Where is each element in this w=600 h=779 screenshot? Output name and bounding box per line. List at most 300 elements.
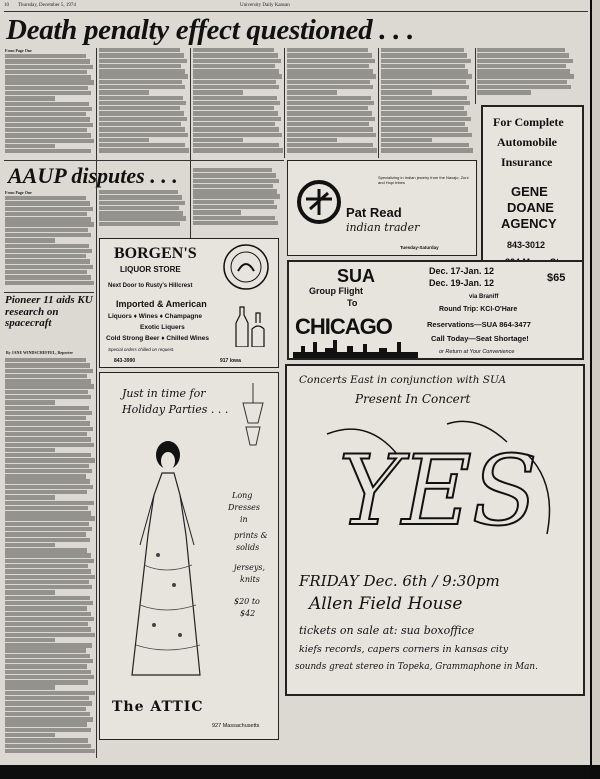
body-text-line [193, 69, 279, 73]
aaup-headline: AAUP disputes . . . [8, 163, 178, 188]
body-text-line [5, 516, 95, 520]
body-text-line [5, 196, 86, 200]
body-text-line [287, 59, 375, 63]
body-text-line [5, 722, 87, 726]
body-text-line [99, 59, 187, 63]
aaup-continuation: From Page One [5, 190, 32, 195]
sua-via: via Braniff [469, 294, 499, 300]
body-text-line [5, 538, 90, 542]
body-text-line [193, 85, 279, 89]
body-text-line [381, 133, 472, 137]
body-text-line [477, 74, 574, 78]
body-text-line [477, 64, 566, 68]
attic-item-long: Long [232, 491, 253, 500]
body-text-line [477, 53, 569, 57]
body-text-line [5, 648, 86, 652]
body-text-line [5, 664, 87, 668]
body-text-line [5, 233, 91, 237]
body-text-line [99, 190, 178, 194]
body-text-line [5, 80, 94, 84]
body-text-line [5, 738, 88, 742]
body-text-line [5, 144, 55, 148]
body-text-line [5, 65, 93, 69]
column-rule-5 [475, 48, 476, 104]
body-text-line [193, 96, 277, 100]
header-rule [4, 11, 588, 12]
body-text-line [5, 270, 87, 274]
borgens-note: Special orders chilled on request. [108, 347, 175, 352]
body-text-line [5, 59, 90, 63]
body-text-line [193, 122, 275, 126]
pat-read-hours: Tuesday-Saturday [400, 245, 439, 250]
body-text-line [5, 675, 94, 679]
borgens-name: BORGEN'S [114, 245, 197, 262]
body-text-line [5, 86, 88, 90]
body-text-line [99, 74, 188, 78]
body-text-line [381, 117, 471, 121]
body-text-line [5, 217, 91, 221]
body-text-line [99, 96, 183, 100]
death-penalty-col-6 [477, 48, 575, 100]
insurance-line-1: For Complete [493, 115, 564, 129]
body-text-line [5, 275, 91, 279]
body-text-line [5, 139, 94, 143]
body-text-line [5, 590, 55, 594]
attic-item-prints: prints & [234, 531, 268, 540]
borgens-items-2: Exotic Liquers [140, 324, 185, 331]
body-text-line [5, 643, 92, 647]
body-text-line [5, 379, 91, 383]
seal-icon [222, 243, 270, 291]
body-text-line [5, 432, 87, 436]
body-text-line [381, 101, 470, 105]
body-text-line [99, 106, 180, 110]
body-text-line [5, 622, 88, 626]
body-text-line [5, 596, 90, 600]
body-text-line [381, 143, 469, 147]
page-date: Thursday, December 5, 1974 [18, 3, 76, 8]
attic-ad [99, 372, 279, 740]
borgens-phone: 843-3990 [114, 358, 136, 364]
column-rule-4 [378, 48, 379, 158]
body-text-line [5, 238, 55, 242]
body-text-line [5, 369, 93, 373]
body-text-line [287, 106, 368, 110]
attic-item-dresses: Dresses [228, 503, 261, 512]
attic-address: 927 Massachusetts [212, 723, 260, 729]
pat-read-ad [287, 160, 477, 256]
body-text-line [5, 564, 88, 568]
body-text-line [5, 54, 86, 58]
body-text-line [99, 64, 181, 68]
borgens-liquor-ad [99, 238, 279, 368]
body-text-line [5, 474, 86, 478]
body-text-line [287, 85, 373, 89]
body-text-line [287, 74, 376, 78]
body-text-line [5, 207, 93, 211]
body-text-line [5, 427, 93, 431]
column-rule-3 [284, 48, 285, 158]
pioneer-headline: Pioneer 11 aids KU research on spacecraft [5, 294, 93, 330]
sua-call-today: Call Today—Seat Shortage! [431, 334, 529, 343]
body-text-line [5, 575, 95, 579]
insurance-name-2: DOANE [507, 200, 554, 215]
sua-title: SUA [337, 266, 376, 286]
body-text-line [99, 111, 184, 115]
body-text-line [5, 659, 93, 663]
body-text-line [99, 48, 180, 52]
yes-band-name: YES [338, 435, 538, 547]
body-text-line [99, 211, 183, 215]
body-text-line [99, 133, 188, 137]
body-text-line [381, 74, 472, 78]
body-text-line [5, 91, 91, 95]
insurance-ad [481, 105, 584, 275]
attic-heading-2: Holiday Parties . . . [122, 403, 229, 416]
body-text-line [5, 244, 89, 248]
body-text-line [99, 80, 182, 84]
body-text-line [193, 127, 279, 131]
body-text-line [5, 453, 91, 457]
yes-line-2: Present In Concert [355, 392, 471, 406]
body-text-line [99, 143, 185, 147]
body-text-line [5, 374, 87, 378]
body-text-line [99, 53, 184, 57]
sua-dates-1: Dec. 17-Jan. 12 [429, 266, 495, 276]
body-text-line [5, 437, 91, 441]
yes-outlets-2: sounds great stereo in Topeka, Grammaphone in Man. [295, 662, 538, 672]
sua-group-flight: Group Flight [309, 286, 363, 296]
body-text-line [5, 400, 55, 404]
body-text-line [287, 127, 373, 131]
body-text-line [5, 117, 90, 121]
body-text-line [381, 69, 468, 73]
body-text-line [99, 201, 185, 205]
body-text-line [5, 222, 94, 226]
body-text-line [381, 127, 468, 131]
body-text-line [193, 53, 278, 57]
pat-read-logo-icon [296, 179, 342, 225]
body-text-line [5, 749, 95, 753]
body-text-line [5, 259, 90, 263]
body-text-line [193, 90, 243, 94]
body-text-line [99, 90, 149, 94]
body-text-line [5, 654, 90, 658]
sua-price: $65 [547, 272, 566, 284]
body-text-line [5, 281, 94, 285]
body-text-line [381, 90, 432, 94]
body-text-line [99, 138, 149, 142]
yes-tickets: tickets on sale at: sua boxoffice [299, 624, 475, 637]
chandelier-icon [238, 383, 268, 453]
insurance-phone: 843-3012 [507, 240, 546, 250]
body-text-line [193, 148, 283, 152]
body-text-line [5, 612, 91, 616]
yes-logo [307, 414, 569, 564]
death-penalty-col-5 [381, 48, 473, 158]
body-text-line [5, 495, 55, 499]
paper-name: University Daily Kansan [240, 3, 290, 8]
body-text-line [5, 395, 91, 399]
body-text-line [193, 101, 280, 105]
sua-round-trip: Round Trip: KCI-O'Hare [439, 306, 518, 313]
body-text-line [477, 48, 565, 52]
body-text-line [287, 96, 371, 100]
death-penalty-col-1 [5, 48, 95, 158]
body-text-line [99, 69, 185, 73]
body-text-line [287, 69, 373, 73]
body-text-line [99, 206, 179, 210]
pat-read-tagline: Specializing in Indian jewelry from the Navajo, Zuni and Hopi tribes [378, 175, 469, 185]
body-text-line [381, 122, 465, 126]
aaup-col-1 [5, 190, 95, 290]
body-text-line [5, 265, 93, 269]
body-text-line [5, 543, 55, 547]
body-text-line [5, 384, 94, 388]
body-text-line [381, 138, 432, 142]
body-text-line [193, 74, 282, 78]
body-text-line [5, 448, 55, 452]
body-text-line [5, 411, 92, 415]
body-text-line [5, 601, 93, 605]
body-text-line [287, 90, 337, 94]
body-text-line [5, 553, 91, 557]
body-text-line [5, 363, 90, 367]
skyline-icon [293, 338, 418, 358]
body-text-line [5, 249, 92, 253]
body-text-line [381, 106, 464, 110]
column-rule-2 [190, 48, 191, 238]
body-text-line [5, 696, 89, 700]
body-text-line [99, 216, 186, 220]
bottom-border [0, 765, 590, 779]
body-text-line [5, 96, 55, 100]
body-text-line [5, 691, 95, 695]
body-text-line [5, 627, 91, 631]
body-text-line [5, 416, 86, 420]
sua-to: To [347, 298, 358, 308]
body-text-line [287, 48, 368, 52]
body-text-line [287, 133, 376, 137]
yes-outlets-1: kiefs records, capers corners in kansas city [299, 644, 509, 655]
death-penalty-col-2 [99, 48, 189, 158]
insurance-line-3: Insurance [501, 155, 553, 169]
body-text-line [193, 48, 274, 52]
page-number: 10 [4, 3, 9, 8]
body-text-line [193, 117, 281, 121]
body-text-line [5, 406, 89, 410]
body-text-line [99, 117, 187, 121]
body-text-line [5, 680, 88, 684]
body-text-line [99, 122, 181, 126]
body-text-line [5, 212, 87, 216]
body-text-line [287, 111, 372, 115]
body-text-line [5, 532, 86, 536]
body-text-line [5, 670, 91, 674]
body-text-line [5, 585, 92, 589]
body-text-line [381, 148, 473, 152]
body-text-line [5, 707, 86, 711]
body-text-line [287, 122, 369, 126]
body-text-line [5, 717, 93, 721]
sua-dates-2: Dec. 19-Jan. 12 [429, 278, 495, 288]
body-text-line [5, 569, 91, 573]
body-text-line [99, 222, 180, 226]
body-text-line [5, 479, 90, 483]
yes-date: FRIDAY Dec. 6th / 9:30pm [299, 572, 500, 590]
attic-item-solids: solids [236, 543, 260, 552]
body-text-line [5, 733, 55, 737]
death-penalty-col-4 [287, 48, 377, 158]
body-text-line [193, 64, 275, 68]
body-text-line [5, 485, 93, 489]
body-text-line [477, 59, 573, 63]
body-text-line [5, 201, 90, 205]
insurance-name-1: GENE [511, 184, 548, 199]
aaup-rule [4, 160, 284, 161]
attic-item-in: in [240, 515, 248, 524]
body-text-line [5, 254, 86, 258]
body-text-line [5, 685, 55, 689]
body-text-line [5, 633, 95, 637]
body-text-line [5, 464, 89, 468]
body-text-line [5, 469, 92, 473]
death-penalty-headline: Death penalty effect questioned . . . [6, 14, 414, 46]
body-text-line [5, 133, 91, 137]
body-text-line [5, 559, 94, 563]
pioneer-col-1 [5, 358, 95, 758]
body-text-line [477, 80, 567, 84]
body-text-line [5, 506, 88, 510]
attic-heading-1: Just in time for [122, 387, 206, 400]
attic-price: $20 to [234, 597, 260, 606]
body-text-line [287, 143, 373, 147]
body-text-line [5, 123, 93, 127]
body-text-line [477, 85, 571, 89]
body-text-line [193, 106, 274, 110]
body-text-line [287, 64, 369, 68]
body-text-line [193, 80, 276, 84]
body-text-line [5, 606, 87, 610]
body-text-line [5, 490, 87, 494]
body-text-line [5, 75, 91, 79]
body-text-line [5, 443, 94, 447]
body-text-line [193, 133, 282, 137]
body-text-line [5, 358, 86, 362]
column-rule-1 [96, 48, 97, 758]
pioneer-rule [4, 292, 94, 293]
body-text-line [5, 712, 90, 716]
body-text-line [287, 117, 375, 121]
attic-item-jerseys: jerseys, [234, 563, 266, 572]
sua-chicago-ad [287, 260, 584, 360]
body-text-line [5, 638, 55, 642]
body-text-line [5, 527, 92, 531]
body-text-line [5, 728, 91, 732]
pat-read-subtitle: indian trader [346, 221, 420, 234]
body-text-line [99, 85, 185, 89]
body-text-line [5, 458, 95, 462]
adjacent-page-strip [592, 0, 600, 765]
body-text-line [5, 744, 91, 748]
body-text-line [287, 148, 377, 152]
body-text-line [287, 53, 372, 57]
body-text-line [477, 69, 570, 73]
borgens-location: Next Door to Rusty's Hillcrest [108, 283, 193, 289]
body-text-line [5, 102, 89, 106]
woman-dress-illustration [114, 435, 218, 685]
borgens-subtitle: LIQUOR STORE [120, 265, 181, 274]
insurance-name-3: AGENCY [501, 216, 557, 231]
body-text-line [5, 149, 91, 153]
body-text-line [287, 80, 370, 84]
attic-price-2: $42 [240, 609, 256, 618]
sua-chicago: CHICAGO [295, 314, 392, 339]
body-text-line [5, 128, 87, 132]
body-text-line [5, 421, 90, 425]
body-text-line [381, 59, 471, 63]
body-text-line [5, 617, 94, 621]
body-text-line [99, 195, 182, 199]
death-penalty-continuation: From Page One [5, 48, 32, 53]
body-text-line [193, 59, 281, 63]
sua-or-return: or Return at Your Convenience [439, 349, 515, 355]
body-text-line [381, 53, 467, 57]
body-text-line [381, 111, 467, 115]
bottles-icon [230, 303, 270, 347]
body-text-line [5, 501, 94, 505]
body-text-line [193, 143, 279, 147]
aaup-col-3b [193, 168, 281, 236]
death-penalty-col-3 [193, 48, 283, 158]
body-text-line [287, 138, 337, 142]
body-text-line [5, 548, 87, 552]
borgens-section: Imported & American [116, 299, 207, 309]
body-text-line [287, 101, 374, 105]
body-text-line [193, 138, 243, 142]
body-text-line [5, 70, 87, 74]
body-text-line [5, 390, 88, 394]
borgens-items-1: Liquors ♦ Wines ♦ Champagne [108, 313, 202, 320]
body-text-line [99, 148, 189, 152]
body-text-line [477, 90, 531, 94]
yes-venue: Allen Field House [309, 594, 463, 614]
body-text-line [5, 580, 89, 584]
body-text-line [381, 80, 466, 84]
body-text-line [381, 64, 465, 68]
sua-reservations: Reservations—SUA 864-3477 [427, 320, 531, 329]
yes-line-1: Concerts East in conjunction with SUA [299, 374, 507, 386]
body-text-line [5, 701, 92, 705]
pat-read-name: Pat Read [346, 205, 402, 220]
body-text-line [193, 111, 278, 115]
borgens-address: 917 Iowa [220, 358, 241, 364]
body-text-line [99, 101, 186, 105]
body-text-line [5, 228, 88, 232]
insurance-line-2: Automobile [497, 135, 557, 149]
body-text-line [5, 522, 89, 526]
body-text-line [5, 107, 92, 111]
pioneer-byline: By JANE WINDSCHEFFEL, Reporter [6, 350, 74, 355]
body-text-line [99, 127, 185, 131]
aaup-col-2 [99, 190, 187, 230]
yes-concert-ad [285, 364, 585, 696]
body-text-line [5, 112, 86, 116]
attic-store-name: The ATTIC [112, 699, 204, 715]
body-text-line [381, 48, 464, 52]
attic-item-knits: knits [240, 575, 260, 584]
body-text-line [381, 85, 469, 89]
